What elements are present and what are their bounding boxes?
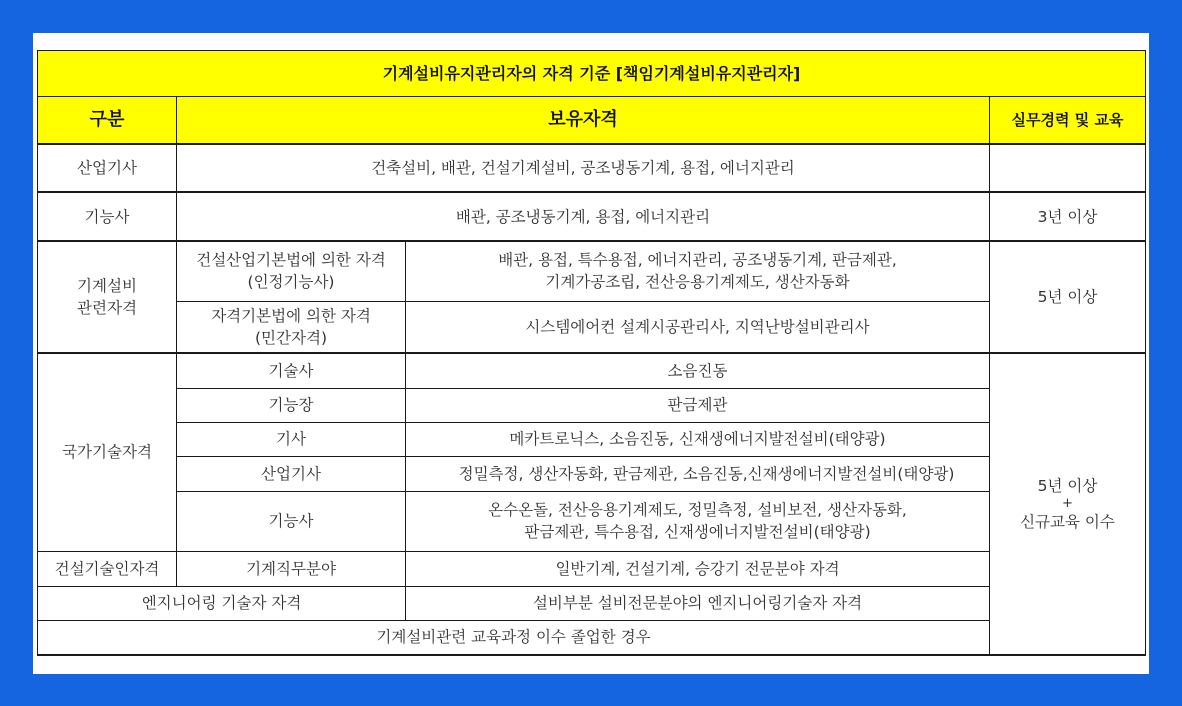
construction-act-label-line2: (인정기능사) xyxy=(247,273,335,292)
row-experience-related: 5년 이상 xyxy=(990,241,1146,353)
row-experience-craftsman: 3년 이상 xyxy=(990,192,1146,241)
related-label-line2: 관련자격 xyxy=(77,299,137,317)
national-craftsman-fields-line1: 온수온돌, 전산응용기계제도, 정밀측정, 설비보전, 생산자동화, xyxy=(488,501,907,519)
content-panel xyxy=(33,33,1149,674)
row-label-education: 기계설비관련 교육과정 이수 졸업한 경우 xyxy=(38,620,990,655)
national-grade-industrial-engineer: 산업기사 xyxy=(177,456,406,491)
exp-bottom-line1: 5년 이상 xyxy=(1037,477,1098,495)
qualification-table xyxy=(37,50,1146,656)
exp-bottom-line2: 신규교육 이수 xyxy=(1020,513,1115,531)
row-label-craftsman: 기능사 xyxy=(38,192,177,241)
national-grade-master: 기능장 xyxy=(177,388,406,422)
row-label-national: 국가기술자격 xyxy=(38,353,177,551)
related-construction-act-label xyxy=(177,241,406,301)
framework-act-label-line1: 자격기본법에 의한 자격 xyxy=(211,306,371,325)
national-grade-engineer: 기사 xyxy=(177,422,406,456)
national-fields-engineer: 메카트로닉스, 소음진동, 신재생에너지발전설비(태양광) xyxy=(406,422,990,456)
national-grade-professional: 기술사 xyxy=(177,353,406,388)
exp-bottom-plus: + xyxy=(1062,496,1073,511)
header-experience: 실무경력 및 교육 xyxy=(990,97,1146,145)
related-label-line1: 기계설비 xyxy=(77,277,137,295)
row-label-engineering: 엔지니어링 기술자 자격 xyxy=(38,586,406,620)
related-framework-act-fields: 시스템에어컨 설계시공관리사, 지역난방설비관리사 xyxy=(406,301,990,353)
construction-act-label-line1: 건설산업기본법에 의한 자격 xyxy=(196,251,386,270)
national-fields-craftsman xyxy=(406,491,990,551)
national-grade-craftsman: 기능사 xyxy=(177,491,406,551)
national-fields-master: 판금제관 xyxy=(406,388,990,422)
row-fields-craftsman: 배관, 공조냉동기계, 용접, 에너지관리 xyxy=(177,192,990,241)
national-fields-professional: 소음진동 xyxy=(406,353,990,388)
header-qualification: 보유자격 xyxy=(177,97,990,145)
row-fields-industrial-engineer: 건축설비, 배관, 건설기계설비, 공조냉동기계, 용접, 에너지관리 xyxy=(177,144,990,192)
row-experience-empty xyxy=(990,144,1146,192)
construction-act-fields-line2: 기계가공조립, 전산응용기계제도, 생산자동화 xyxy=(545,273,850,292)
engineering-fields: 설비부분 설비전문분야의 엔지니어링기술자 자격 xyxy=(406,586,990,620)
construction-engineer-grade: 기계직무분야 xyxy=(177,551,406,586)
national-fields-industrial-engineer: 정밀측정, 생산자동화, 판금제관, 소음진동,신재생에너지발전설비(태양광) xyxy=(406,456,990,491)
header-category: 구분 xyxy=(38,97,177,145)
related-construction-act-fields xyxy=(406,241,990,301)
construction-act-fields-line1: 배관, 용접, 특수용접, 에너지관리, 공조냉동기계, 판금제관, xyxy=(498,251,897,270)
construction-engineer-fields: 일반기계, 건설기계, 승강기 전문분야 자격 xyxy=(406,551,990,586)
row-label-construction-engineer: 건설기술인자격 xyxy=(38,551,177,586)
row-label-industrial-engineer: 산업기사 xyxy=(38,144,177,192)
table-title: 기계설비유지관리자의 자격 기준 [책임기계설비유지관리자] xyxy=(38,51,1146,97)
framework-act-label-line2: (민간자격) xyxy=(255,328,327,347)
row-label-related xyxy=(38,241,177,353)
related-framework-act-label xyxy=(177,301,406,353)
national-craftsman-fields-line2: 판금제관, 특수용접, 신재생에너지발전설비(태양광) xyxy=(524,523,871,541)
row-experience-bottom xyxy=(990,353,1146,655)
